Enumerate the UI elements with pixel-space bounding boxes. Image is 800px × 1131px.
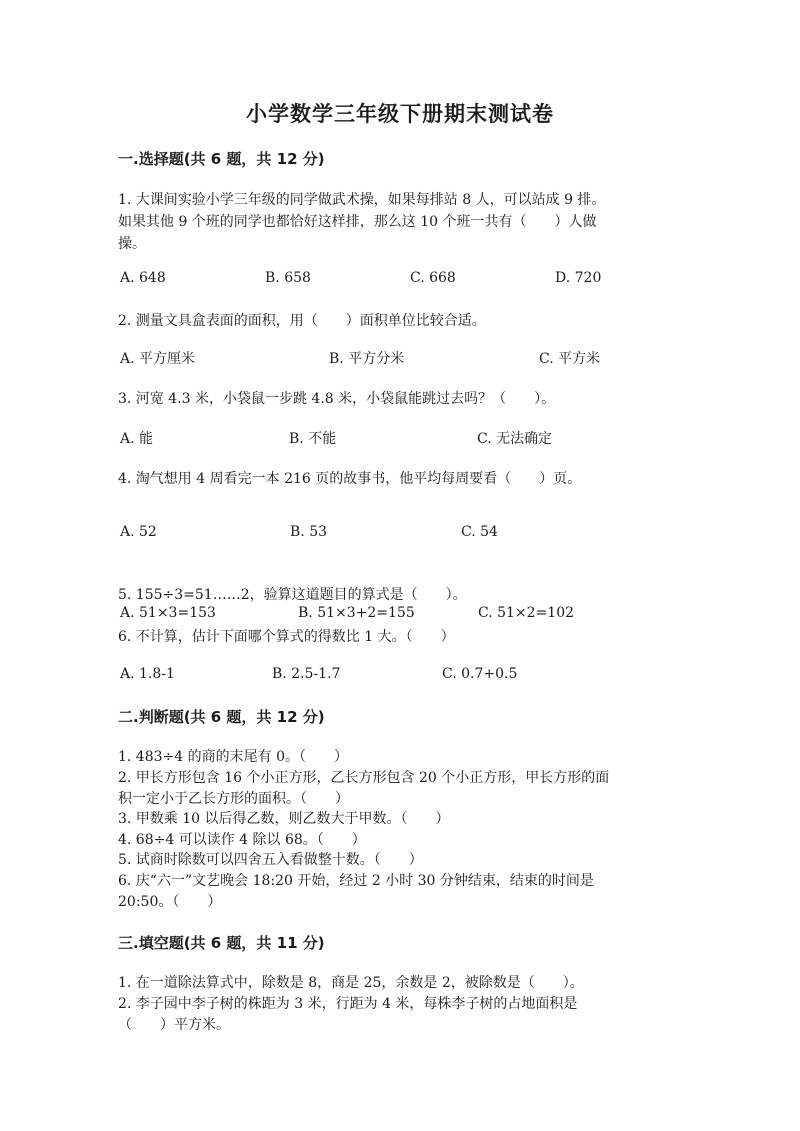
- question-line: 4. 淘气想用 4 周看完一本 216 页的故事书，他平均每周要看（ ）页。: [118, 471, 582, 487]
- question-line: 3. 甲数乘 10 以后得乙数，则乙数大于甲数。（ ）: [118, 811, 450, 827]
- option-a: A. 1.8-1: [120, 666, 175, 682]
- option-c: C. 668: [410, 270, 456, 286]
- option-a: A. 51×3=153: [120, 605, 216, 621]
- question-line: （ ）平方米。: [118, 1017, 230, 1033]
- section-heading-choice: 一.选择题(共 6 题，共 12 分): [118, 150, 325, 168]
- section-heading-judgement: 二.判断题(共 6 题，共 12 分): [118, 708, 325, 726]
- question-line: 5. 155÷3=51……2，验算这道题目的算式是（ ）。: [118, 587, 467, 603]
- option-a: A. 能: [120, 431, 154, 447]
- option-b: B. 51×3+2=155: [298, 605, 415, 621]
- question-line: 操。: [118, 236, 146, 252]
- option-a: A. 52: [120, 524, 157, 540]
- option-c: C. 54: [461, 524, 498, 540]
- option-c: C. 平方米: [539, 351, 601, 367]
- option-a: A. 平方厘米: [120, 351, 196, 367]
- question-line: 如果其他 9 个班的同学也都恰好这样排，那么这 10 个班一共有（ ）人做: [118, 214, 597, 230]
- question-line: 积一定小于乙长方形的面积。（ ）: [118, 791, 349, 807]
- page-title: 小学数学三年级下册期末测试卷: [246, 102, 554, 126]
- question-line: 2. 甲长方形包含 16 个小正方形，乙长方形包含 20 个小正方形，甲长方形的面: [118, 770, 610, 786]
- option-d: D. 720: [555, 270, 602, 286]
- option-b: B. 2.5-1.7: [272, 666, 341, 682]
- option-b: B. 平方分米: [329, 351, 405, 367]
- question-line: 4. 68÷4 可以读作 4 除以 68。（ ）: [118, 832, 366, 848]
- question-line: 5. 试商时除数可以四舍五入看做整十数。（ ）: [118, 852, 423, 868]
- question-line: 1. 483÷4 的商的末尾有 0。（ ）: [118, 749, 348, 765]
- option-b: B. 658: [265, 270, 311, 286]
- option-a: A. 648: [120, 270, 166, 286]
- option-c: C. 51×2=102: [478, 605, 575, 621]
- question-line: 3. 河宽 4.3 米，小袋鼠一步跳 4.8 米，小袋鼠能跳过去吗？（ ）。: [118, 391, 556, 407]
- option-c: C. 无法确定: [477, 431, 553, 447]
- question-line: 1. 在一道除法算式中，除数是 8，商是 25，余数是 2，被除数是（ ）。: [118, 975, 584, 991]
- question-line: 6. 庆“六一”文艺晚会 18:20 开始，经过 2 小时 30 分钟结束，结束的时间是: [118, 873, 594, 889]
- option-c: C. 0.7+0.5: [442, 666, 518, 682]
- question-line: 6. 不计算，估计下面哪个算式的得数比 1 大。（ ）: [118, 629, 455, 645]
- question-line: 2. 测量文具盒表面的面积，用（ ）面积单位比较合适。: [118, 313, 486, 329]
- question-line: 1. 大课间实验小学三年级的同学做武术操，如果每排站 8 人，可以站成 9 排。: [118, 192, 606, 208]
- question-line: 2. 李子园中李子树的株距为 3 米，行距为 4 米，每株李子树的占地面积是: [118, 996, 578, 1012]
- section-heading-fill-blank: 三.填空题(共 6 题，共 11 分): [118, 934, 325, 952]
- option-b: B. 不能: [289, 431, 337, 447]
- question-line: 20:50。（ ）: [118, 894, 222, 910]
- option-b: B. 53: [290, 524, 328, 540]
